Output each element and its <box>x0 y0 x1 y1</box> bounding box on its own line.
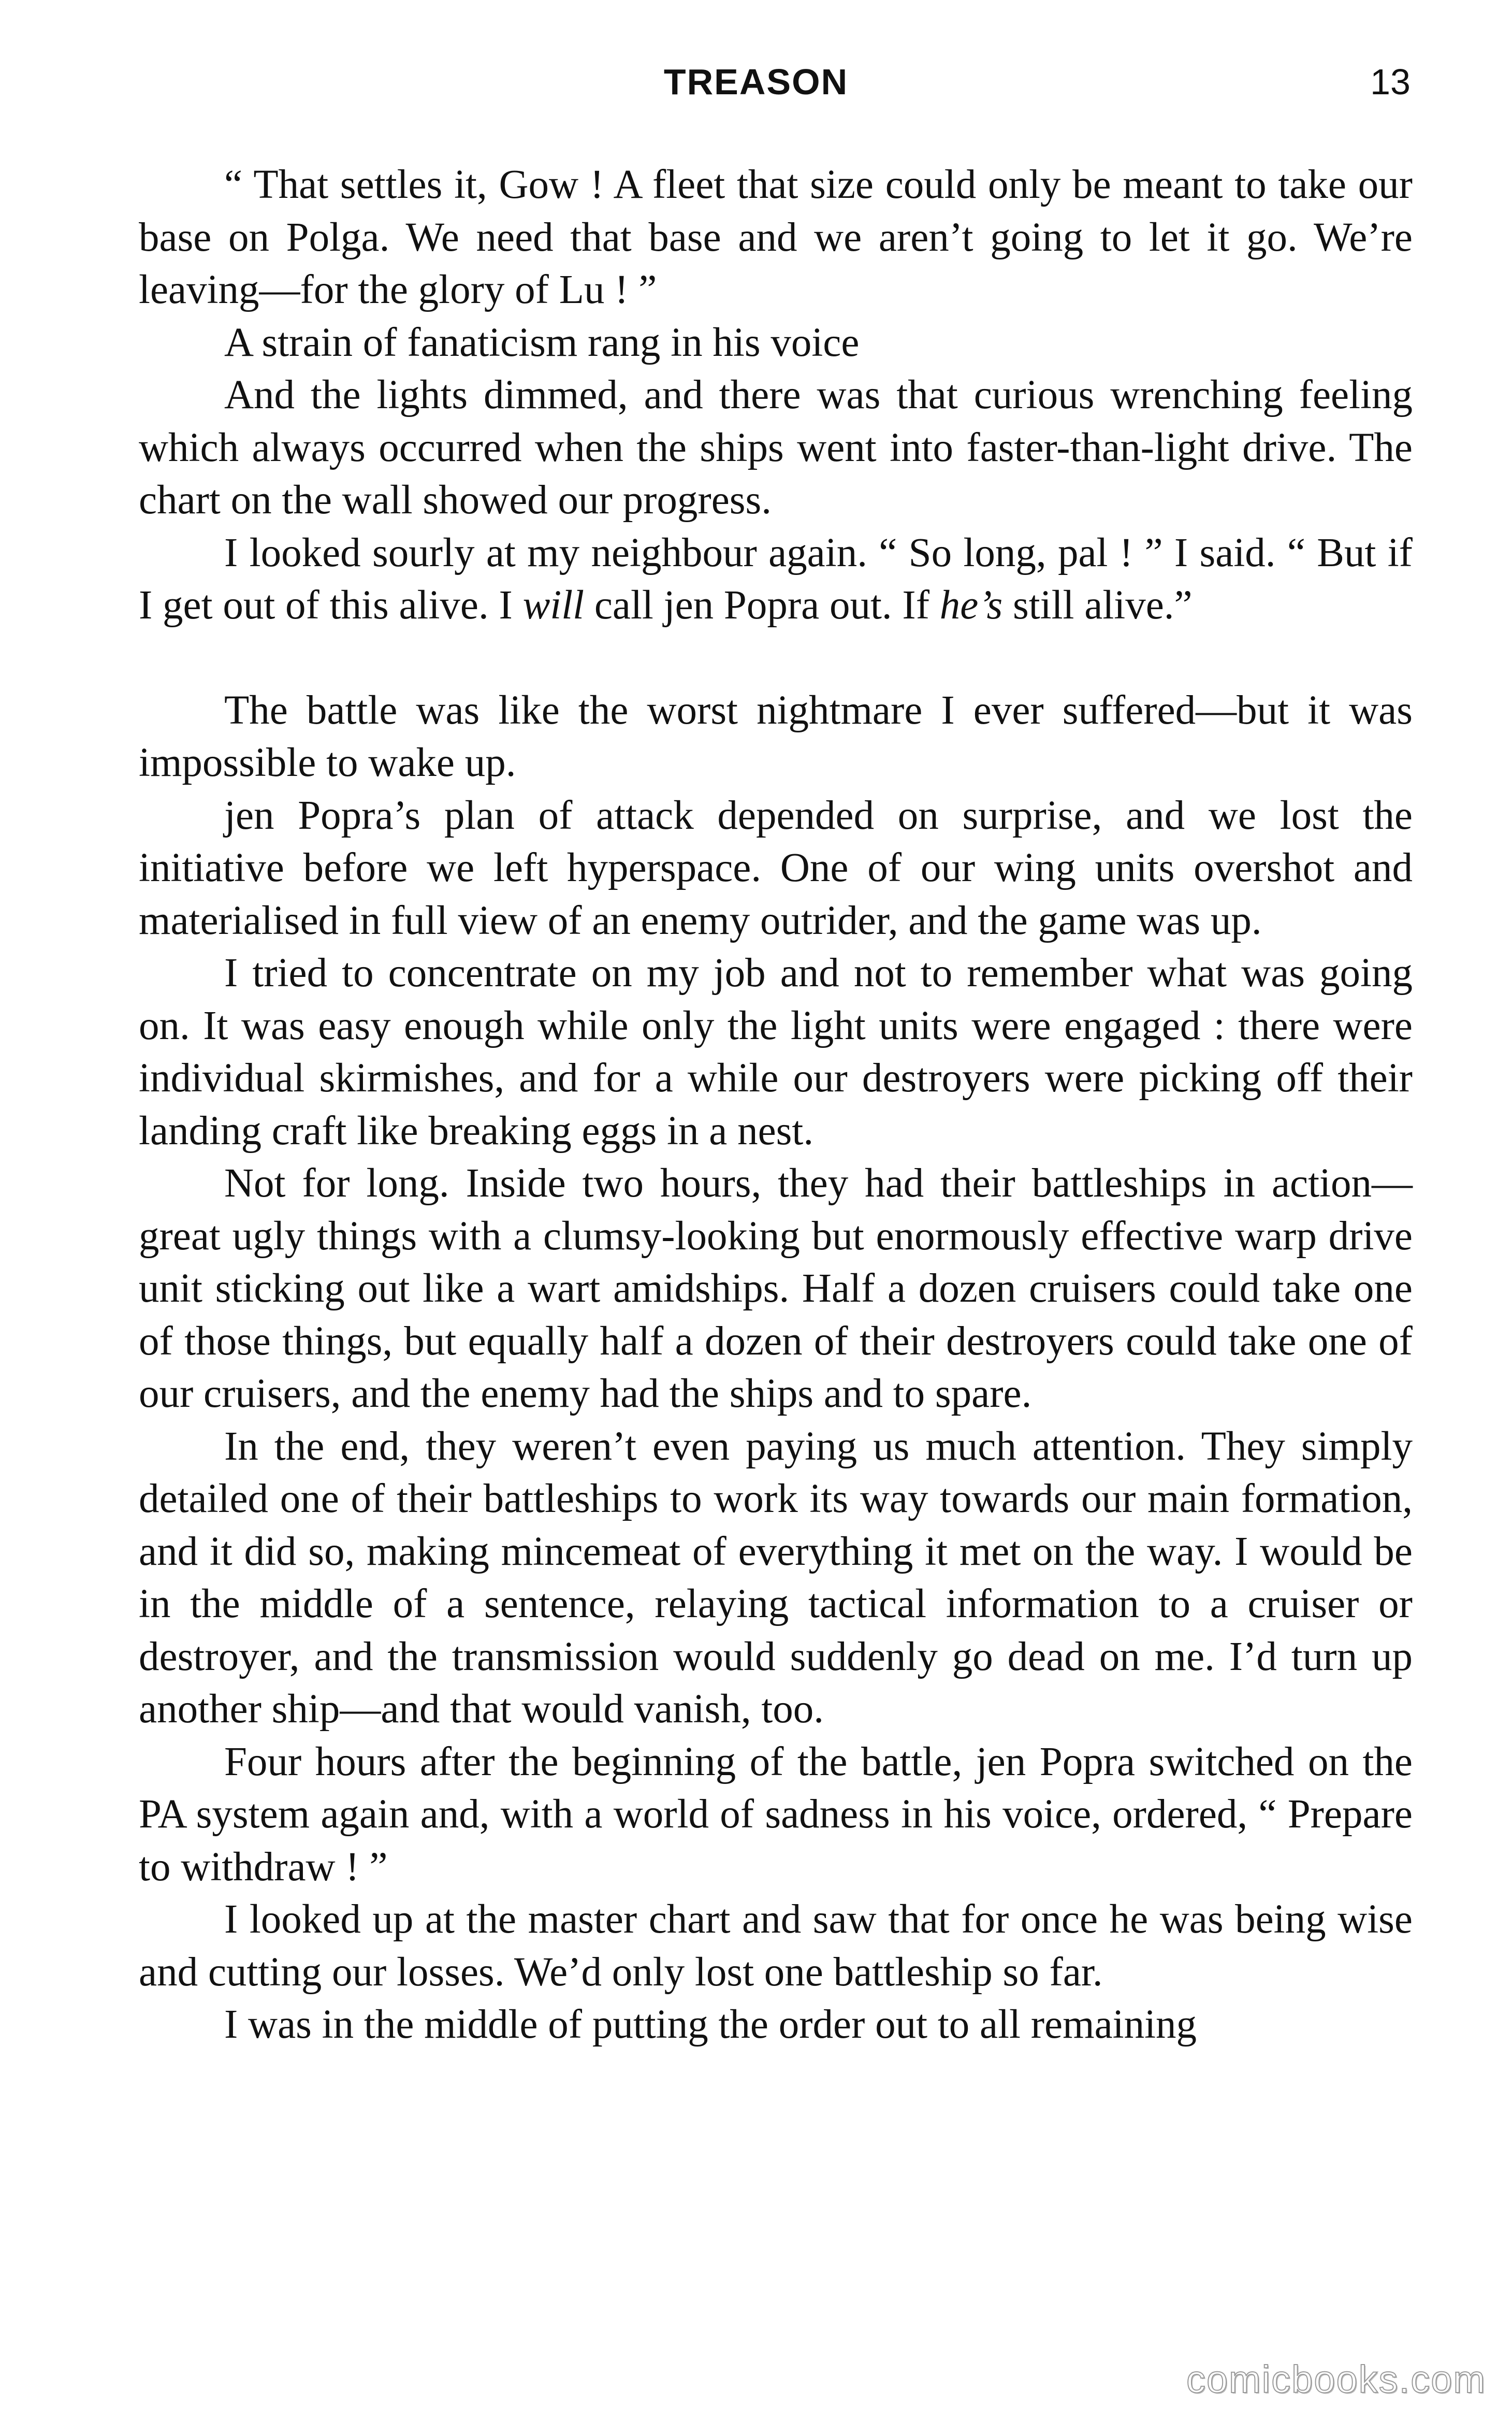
paragraph: I tried to concentrate on my job and not to remember what was going on. It was easy enough while only the light units were engaged : there were individual skirmishes, and for a while our destroyers were picking off their landing craft like breaking eggs in a nest. <box>139 950 1413 1154</box>
paragraph: A strain of fanaticism rang in his voice <box>224 320 860 365</box>
emphasis-hes: he’s <box>939 583 1003 628</box>
paragraph: The battle was like the worst nightmare I ever suffered—but it was impossible to wake up. <box>139 687 1413 785</box>
scene-break <box>139 632 1413 684</box>
body-text <box>139 159 1413 2051</box>
paragraph: And the lights dimmed, and there was that curious wrenching feeling which always occurred when the ships went into faster-than-light drive. The chart on the wall showed our progress. <box>139 372 1413 523</box>
paragraph: “ That settles it, Gow ! A fleet that size could only be meant to take our base on Polga. We need that base and we aren’t going to let it go. We’re leaving—for the glory of Lu ! ” <box>139 162 1413 312</box>
paragraph: Not for long. Inside two hours, they had their battleships in action—great ugly things with a clumsy-looking but enormously effective warp drive unit sticking out like a wart amidships. Half a dozen cruisers could take one of those things, but equally half a dozen of their destroyers could take one of our cruisers, and the enemy had the ships and to spare. <box>139 1161 1413 1416</box>
page-number: 13 <box>1370 62 1411 102</box>
paragraph: I was in the middle of putting the order out to all remaining <box>224 2002 1197 2047</box>
paragraph: jen Popra’s plan of attack depended on surprise, and we lost the initiative before we left hyperspace. One of our wing units overshot and materialised in full view of an enemy outrider, and the game was up. <box>139 793 1413 943</box>
paragraph <box>139 527 1413 632</box>
emphasis-will: will <box>522 583 585 628</box>
paragraph: Four hours after the beginning of the battle, jen Popra switched on the PA system again and, with a world of sadness in his voice, ordered, “ Prepare to withdraw ! ” <box>139 1739 1413 1890</box>
watermark-logo: comicbooks.com <box>1186 2358 1486 2401</box>
paragraph: I looked up at the master chart and saw that for once he was being wise and cutting our losses. We’d only lost one battleship so far. <box>139 1897 1413 1995</box>
text-run: still alive.” <box>1002 583 1193 628</box>
text-run: call jen Popra out. If <box>584 583 940 628</box>
paragraph: In the end, they weren’t even paying us much attention. They simply detailed one of their battleships to work its way towards our main formation, and it did so, making mincemeat of everything it met on the way. I would be in the middle of a sentence, relaying tactical information to a cruiser or destroyer, and the transmission would suddenly go dead on me. I’d turn up another ship—and that would vanish, too. <box>139 1423 1413 1732</box>
running-title: TREASON <box>663 62 849 102</box>
text-run: I looked sourly at my neighbour again. “ So long, pal ! ” I said. “ But if I get out of this alive. I <box>139 530 1413 628</box>
